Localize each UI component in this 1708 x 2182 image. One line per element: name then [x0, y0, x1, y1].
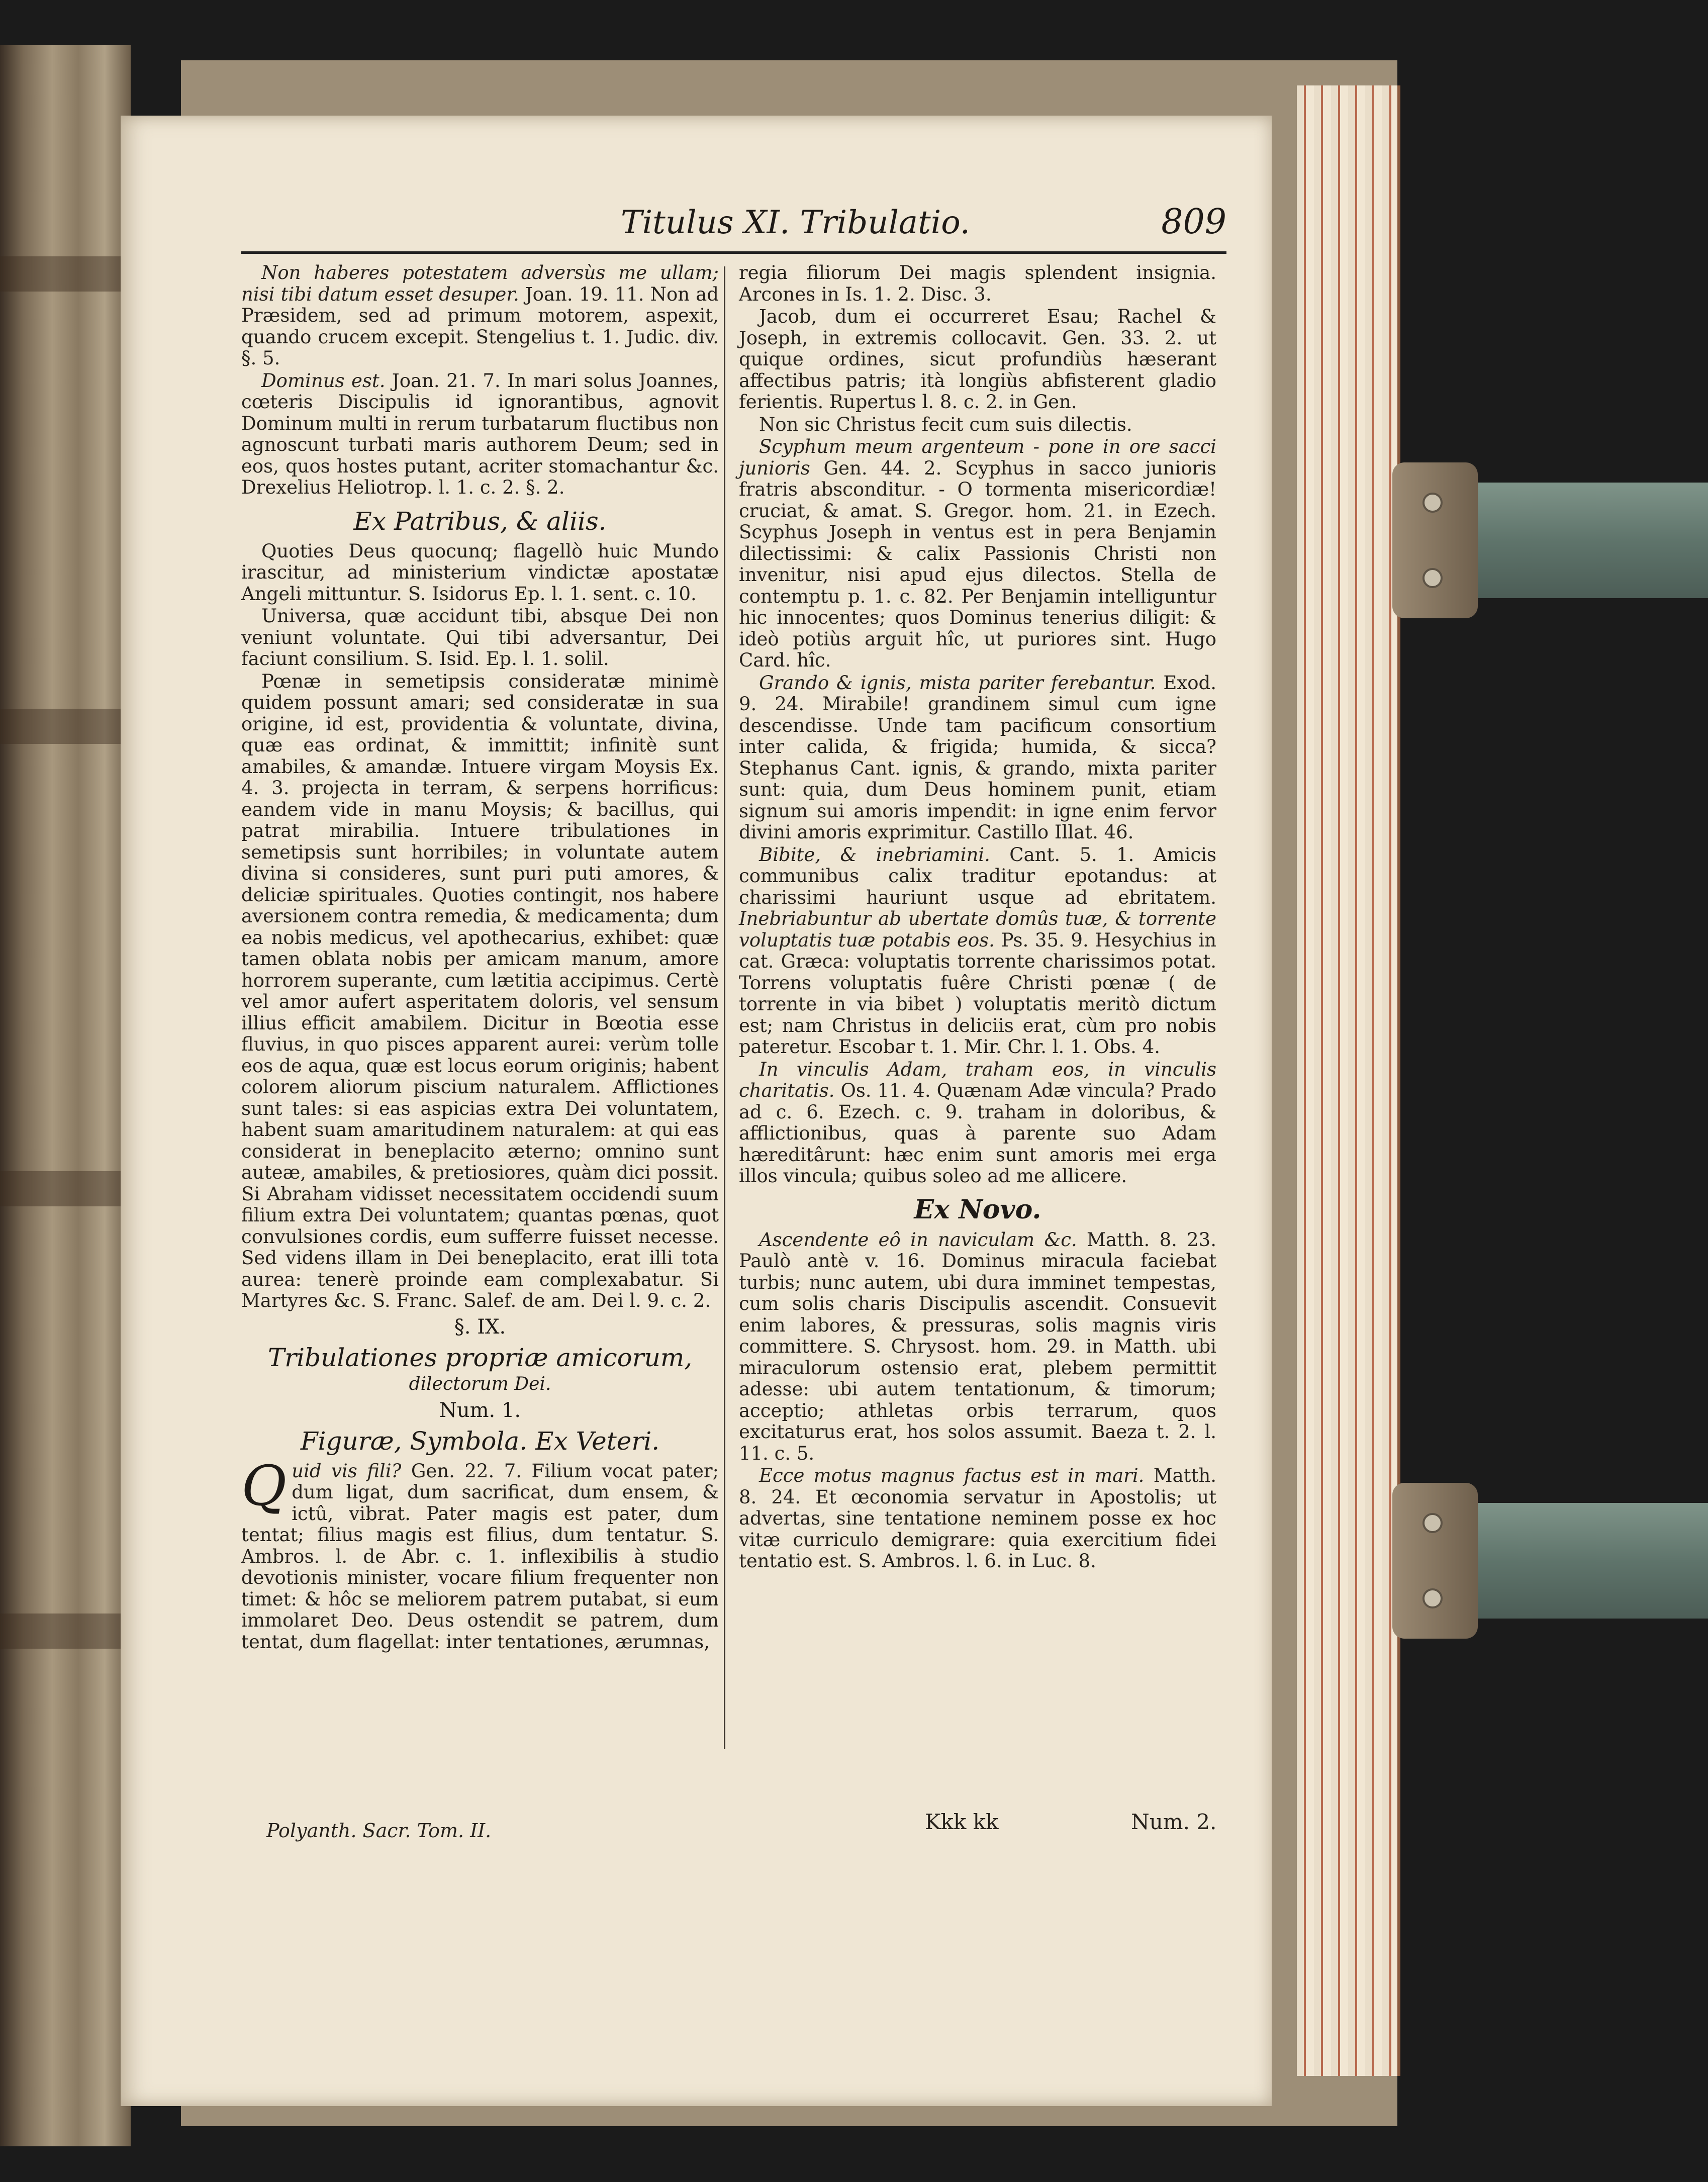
paragraph-text: Cant. 5. 1. Amicis communibus calix traditur epotandus: at charissimi hauriunt usque ad ebritatem. — [739, 843, 1216, 908]
paragraph-text: Os. 11. 4. Quænam Adæ vincula? Prado ad c. 6. Ezech. c. 9. traham in doloribus, & afflictionibus, quas à parente suo Adam hæreditârunt: hæc enim sunt amoris mei erga illos vincula; quibus soleo ad me allicere. — [739, 1080, 1217, 1187]
paragraph-lead: Dominus est. — [261, 369, 386, 392]
lower-clasp — [1392, 1503, 1708, 1619]
paragraph-lead: uid vis fili? — [292, 1460, 402, 1482]
paragraph: regia filiorum Dei magis splendent insignia. Arcones in Is. 1. 2. Disc. 3. — [739, 262, 1216, 305]
paragraph-text: Matth. 8. 24. Et œconomia servatur in Apostolis; ut advertas, sine tentatione neminem posse ex hoc vitæ curriculo demigrare: quia exercitium fidei tentatio est. S. Ambros. l. 6. in Luc. 8. — [739, 1465, 1216, 1572]
paragraph-lead: Ascendente eô in naviculam &c. — [759, 1228, 1077, 1251]
paragraph-text: Gen. 22. 7. Filium vocat pater; dum ligat, dum sacrificat, dum ensem, & ictû, vibrat. Pater magis est pater, dum tentat; filius magis est filius, dum tentatur. S. Ambros. l. de Abr. c. 1. inflexibilis à studio devotionis minister, vocare filium frequenter non timet: & hôc se meliorem patrem putabat, si eum immolaret Deo. Deus ostendit se patrem, dum tentat, dum flagellat: inter tentationes, ærumnas, — [241, 1460, 719, 1653]
paragraph — [241, 1453, 719, 1653]
book-spine — [0, 45, 131, 2146]
clasp-rivet — [1422, 1513, 1443, 1533]
left-column — [241, 262, 719, 1654]
paragraph: Jacob, dum ei occurreret Esau; Rachel & Joseph, in extremis collocavit. Gen. 33. 2. ut quique ordines, sicut profundiùs hæserant affectibus patris; ità longiùs abfisterent gladio ferientis. Rupertus l. 8. c. 2. in Gen. — [739, 306, 1216, 413]
section-heading: Figuræ, Symbola. Ex Veteri. — [300, 1426, 660, 1456]
drop-capital: Q — [241, 1453, 287, 1518]
paragraph: Pœnæ in semetipsis consideratæ minimè quidem possunt amari; sed consideratæ in sua origine, id est, providentia & voluntate, divina, quæ eas ordinat, & immittit; infinitè sunt amabiles, & amandæ. Intuere virgam Moysis Ex. 4. 3. projecta in terram, & serpens horrificus: eandem vide in manu Moysis; & bacillus, qui patrat mirabilia. Intuere tribulationes in semetipsis sunt horribiles; in voluntate autem divina si consideres, sunt puri puti amores, & deliciæ spirituales. Quoties contingit, nos habere aversionem contra remedia, & medicamenta; dum ea nobis medicus, vel apothecarius, exhibet: quæ tamen oblata nobis per amicam manum, amore horrorem superante, cum lætitia accipimus. Certè vel amor aufert asperitatem doloris, vel sensum illius efficit amabilem. Dicitur in Bœotia esse fluvius, in quo pisces apparent aurei: verùm tolle eos de aqua, quæ est locus eorum originis; habent colorem aliorum piscium naturalem. Afflictiones sunt tales: si eas aspicias extra Dei voluntatem, habent suam amaritudinem naturalem: at qui eas considerat in beneplacito æterno; omnino sunt auteæ, amabiles, & pretiosiores, quàm dici possit. Si Abraham vidisset necessitatem occidendi suum filium extra Dei voluntatem; quantas pœnas, quot convulsiones cordis, eum sufferre fuisset necesse. Sed videns illam in Dei beneplacito, erat illi tota aurea: tenerè proinde eam complexabatur. Si Martyres &c. S. Franc. Salef. de am. Dei l. 9. c. 2. — [241, 670, 719, 1311]
paragraph-lead: In vinculis Adam, traham eos, in vinculis charitatis. — [739, 1058, 1216, 1101]
section-heading: Tribulationes propriæ amicorum, — [267, 1343, 693, 1372]
paragraph-lead: Inebriabuntur ab ubertate domûs tuæ, & torrente voluptatis tuæ potabis eos. — [739, 908, 1216, 951]
page-fore-edge — [1297, 85, 1400, 2076]
paragraph-text: Gen. 44. 2. Scyphus in sacco junioris fratris absconditur. - O tormenta misericordiæ! cruciat, & amat. S. Gregor. hom. 21. in Ezech. Scyphus Joseph in ventus est in pera Benjamin dilectissimi: & calix Passionis Christi non invenitur, nisi apud ejus dilectos. Stella de contemptu p. 1. c. 82. Per Benjamin intelliguntur hic innocentes; quos Dominus tenerius diligit: & ideò potiùs arguit hîc, ut puriores sint. Hugo Card. hîc. — [739, 457, 1216, 671]
paragraph-text: Ps. 35. 9. Hesychius in cat. Græca: voluptatis torrente charissimos potat. Torrens voluptatis fuêre Christi pœnæ ( de torrente in via bibet ) voluptatis meritò dictum est; nam Christus in deliciis erat, cùm pro nobis pateretur. Escobar t. 1. Mir. Chr. l. 1. Obs. 4. — [739, 929, 1216, 1058]
paragraph-text: Joan. 19. 11. Non ad Præsidem, sed ad primum motorem, aspexit, quando crucem excepit. Stengelius t. 1. Judic. div. §. 5. — [241, 283, 719, 369]
paragraph — [241, 370, 719, 499]
clasp-rivet — [1422, 568, 1443, 588]
paragraph-text: Matth. 8. 23. Paulò antè v. 16. Dominus miracula faciebat turbis; nunc autem, ubi dura imminet tempestas, cum solis charis Discipulis ascendit. Consuevit enim labores, & pressuras, solis magnis viris committere. S. Chrysost. hom. 29. in Matth. ubi miraculorum ostensio erat, plebem permittit adesse: ubi autem tentationum, & timorum; acceptio; athletas orbis terrarum, quos excitaturus erat, hos solos assumit. Baeza t. 2. l. 11. c. 5. — [739, 1228, 1216, 1464]
spine-band — [0, 1171, 131, 1206]
running-title: Titulus XI. Tribulatio. — [621, 204, 970, 241]
catchword: Num. 2. — [1131, 1810, 1217, 1834]
paragraph — [739, 1465, 1216, 1572]
section-mark: §. IX. — [454, 1315, 506, 1339]
paragraph-text: Exod. 9. 24. Mirabile! grandinem simul cum igne descendisse. Unde tam pacificum consortium inter calida, & frigida; humida, & sicca? Stephanus Cant. ignis, & grando, mixta pariter sunt: quia, dum Deus hominem punit, etiam signum sui amoris impendit: in igne enim fervor divini amoris exprimitur. Castillo Illat. 46. — [739, 672, 1216, 843]
paragraph-lead: Scyphum meum argenteum - pone in ore sacci junioris — [739, 436, 1216, 479]
paragraph-lead: Ecce motus magnus factus est in mari. — [759, 1465, 1145, 1486]
section-subheading: dilectorum Dei. — [409, 1373, 551, 1394]
spine-band — [0, 256, 131, 292]
paragraph: Universa, quæ accidunt tibi, absque Dei non veniunt voluntate. Qui tibi adversantur, Dei faciunt consilium. S. Isid. Ep. l. 1. solil. — [241, 605, 719, 670]
paragraph — [739, 844, 1216, 1058]
page-number: 809 — [1161, 202, 1226, 242]
clasp-rivet — [1422, 493, 1443, 513]
right-column — [739, 262, 1216, 1573]
paragraph — [241, 262, 719, 369]
clasp-hinge — [1392, 1483, 1478, 1639]
paragraph-text: Joan. 21. 7. In mari solus Joannes, cœteris Discipulis id ignorantibus, agnovit Dominum multi in rerum turbatarum fluctibus non agnoscunt turbati maris authorem Deum; sed in eos, quos hostes putant, acriter stomachantur &c. Drexelius Heliotrop. l. 1. c. 2. §. 2. — [241, 369, 719, 498]
paragraph — [739, 673, 1216, 843]
column-divider — [724, 266, 725, 1749]
paragraph-lead: Grando & ignis, mista pariter ferebantur. — [759, 672, 1156, 694]
clasp-hinge — [1392, 462, 1478, 618]
paragraph-lead: Bibite, & inebriamini. — [759, 843, 990, 866]
paragraph: Non sic Christus fecit cum suis dilectis. — [759, 413, 1132, 435]
paragraph-lead: Non haberes potestatem adversùs me ullam; nisi tibi datum esset desuper. — [241, 262, 719, 305]
paragraph — [739, 436, 1216, 672]
number-label: Num. 1. — [439, 1398, 521, 1422]
spine-band — [0, 709, 131, 744]
book-page — [121, 116, 1272, 2106]
paragraph: Quoties Deus quocunq; flagellò huic Mundo irascitur, ad ministerium vindictæ apostatæ Angeli mittuntur. S. Isidorus Ep. l. 1. sent. c. 10. — [241, 540, 719, 605]
clasp-rivet — [1422, 1588, 1443, 1608]
upper-clasp — [1392, 483, 1708, 598]
paragraph — [739, 1059, 1216, 1187]
spine-band — [0, 1614, 131, 1649]
paragraph — [739, 1229, 1216, 1465]
section-heading: Ex Patribus, & aliis. — [353, 506, 607, 536]
section-heading: Ex Novo. — [914, 1194, 1041, 1225]
page-header — [241, 191, 1226, 254]
footer-volume-label: Polyanth. Sacr. Tom. II. — [266, 1820, 492, 1842]
signature-mark: Kkk kk — [925, 1810, 999, 1834]
